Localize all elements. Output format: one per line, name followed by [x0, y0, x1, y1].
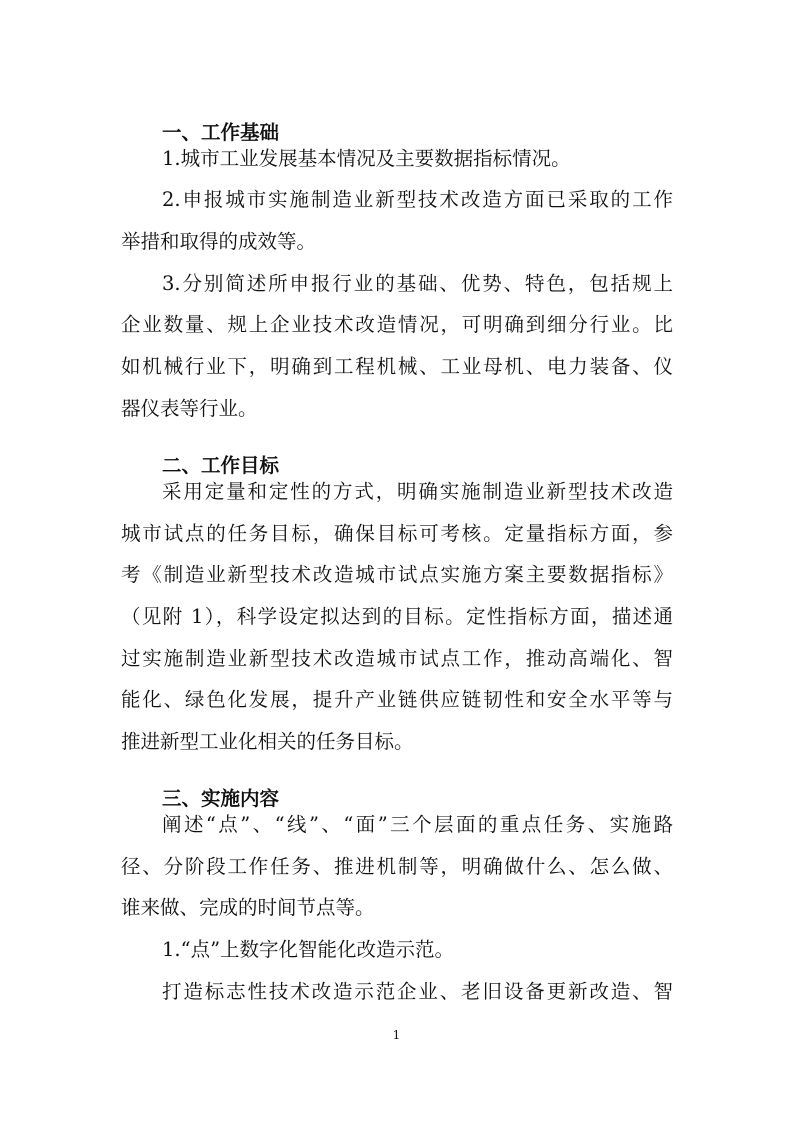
paragraph-line: 谁来做、完成的时间节点等。	[121, 896, 375, 919]
paragraph-line: 举措和取得的成效等。	[121, 230, 317, 253]
paragraph-line: 1.城市工业发展基本情况及主要数据指标情况。	[162, 147, 571, 170]
paragraph-line: 3.分别简述所申报行业的基础、优势、特色，包括规上	[162, 272, 673, 295]
paragraph-line: 器仪表等行业。	[121, 397, 258, 420]
section-heading-1: 一、工作基础	[162, 121, 280, 145]
paragraph-line: 1.“点”上数字化智能化改造示范。	[162, 938, 455, 961]
paragraph-line: （见附 1），科学设定拟达到的目标。定性指标方面，描述通	[121, 605, 673, 628]
paragraph-line: 打造标志性技术改造示范企业、老旧设备更新改造、智	[162, 980, 673, 1003]
paragraph-line: 能化、绿色化发展，提升产业链供应链韧性和安全水平等与	[121, 688, 673, 711]
paragraph-line: 如机械行业下，明确到工程机械、工业母机、电力装备、仪	[121, 355, 673, 378]
paragraph-line: 企业数量、规上企业技术改造情况，可明确到细分行业。比	[121, 313, 673, 336]
paragraph-line: 过实施制造业新型技术改造城市试点工作，推动高端化、智	[121, 647, 673, 670]
paragraph-line: 径、分阶段工作任务、推进机制等，明确做什么、怎么做、	[121, 855, 673, 878]
paragraph-line: 2.申报城市实施制造业新型技术改造方面已采取的工作	[162, 188, 673, 211]
paragraph-line: 推进新型工业化相关的任务目标。	[121, 730, 414, 753]
paragraph-line: 考《制造业新型技术改造城市试点实施方案主要数据指标》	[121, 563, 673, 586]
paragraph-line: 城市试点的任务目标，确保目标可考核。定量指标方面，参	[121, 522, 673, 545]
page-number: 1	[392, 1028, 401, 1042]
paragraph-line: 阐述“点”、“线”、“面”三个层面的重点任务、实施路	[162, 813, 673, 836]
section-heading-3: 三、实施内容	[162, 787, 280, 811]
section-heading-2: 二、工作目标	[162, 454, 280, 478]
paragraph-line: 采用定量和定性的方式，明确实施制造业新型技术改造	[162, 480, 673, 503]
